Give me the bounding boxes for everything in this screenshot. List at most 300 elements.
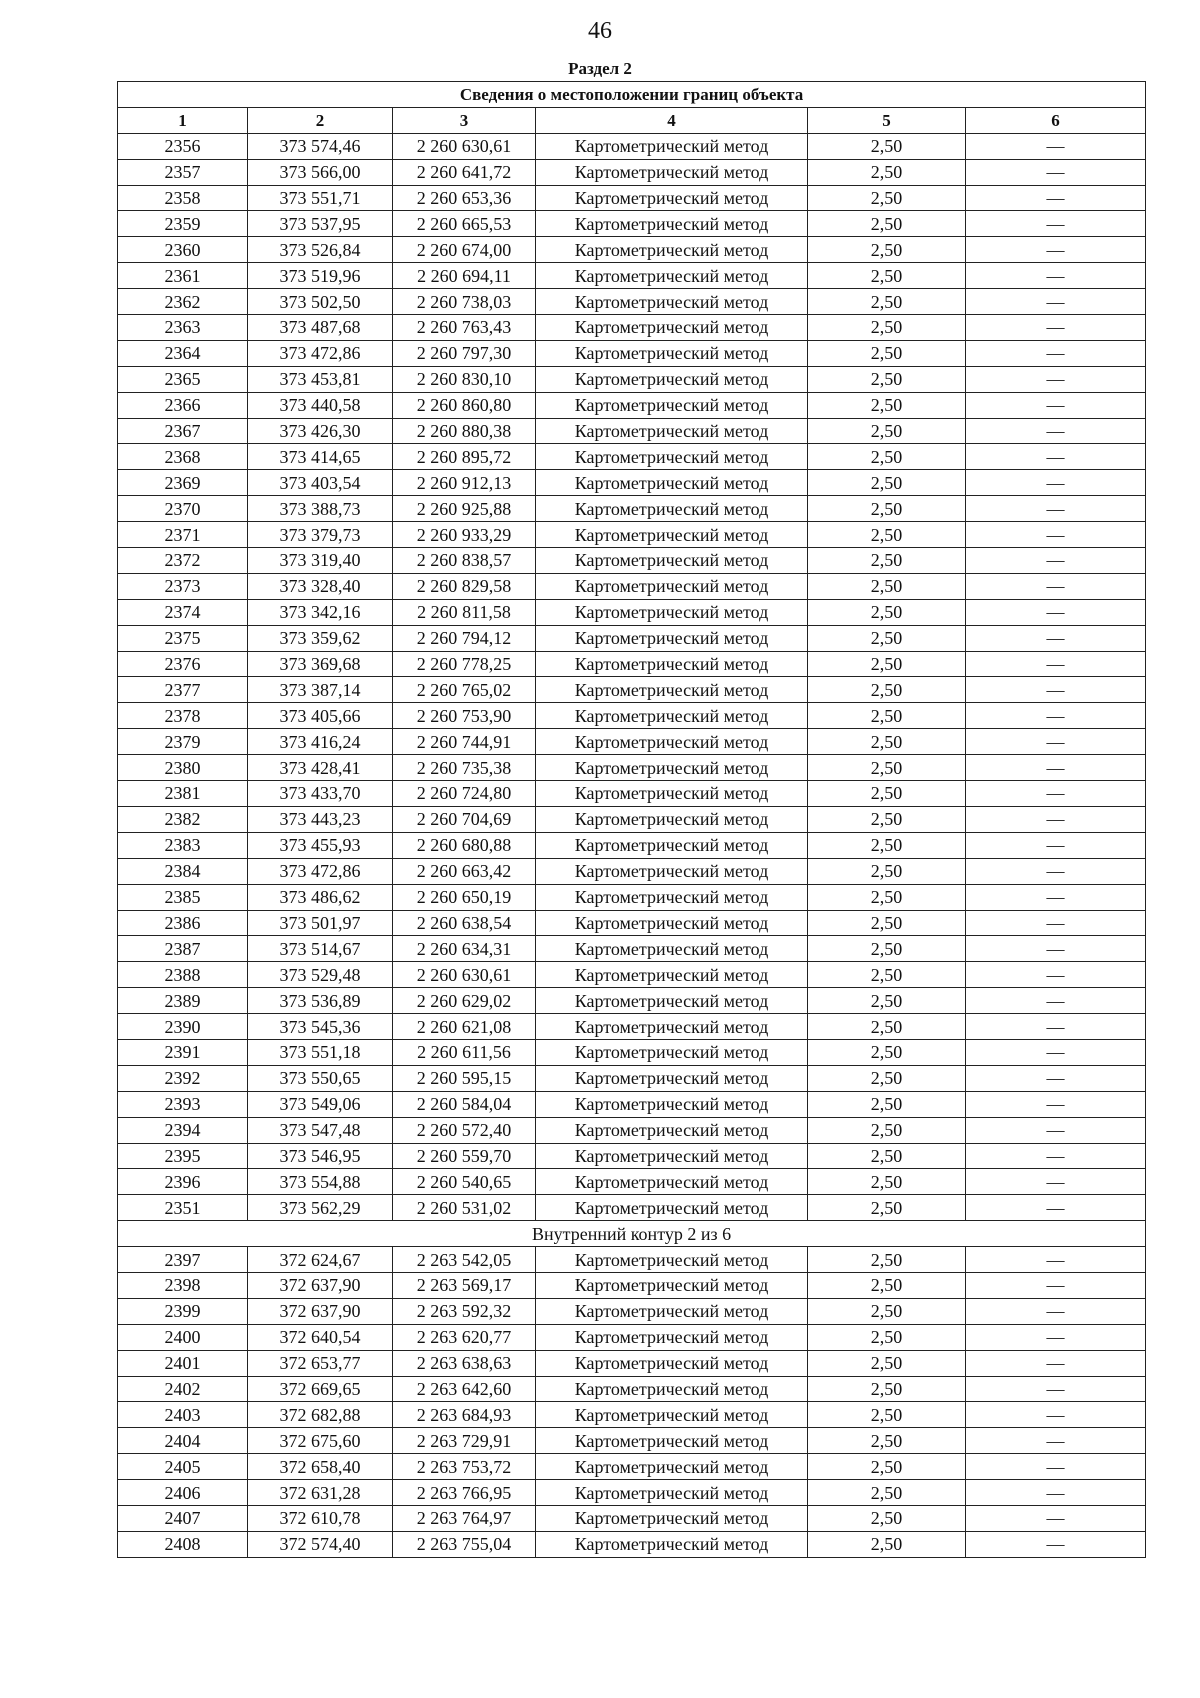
x-coordinate-cell: 372 637,90 (248, 1272, 393, 1298)
point-number-cell: 2386 (118, 910, 248, 936)
y-coordinate-cell: 2 260 629,02 (393, 988, 536, 1014)
y-coordinate-cell: 2 260 704,69 (393, 806, 536, 832)
description-cell: — (966, 1428, 1146, 1454)
method-cell: Картометрический метод (536, 263, 808, 289)
table-row (118, 1091, 1146, 1117)
accuracy-cell: 2,50 (808, 1376, 966, 1402)
y-coordinate-cell: 2 263 729,91 (393, 1428, 536, 1454)
accuracy-cell: 2,50 (808, 366, 966, 392)
description-cell: — (966, 1298, 1146, 1324)
x-coordinate-cell: 373 537,95 (248, 211, 393, 237)
accuracy-cell: 2,50 (808, 496, 966, 522)
table-row (118, 1531, 1146, 1557)
description-cell: — (966, 1350, 1146, 1376)
point-number-cell: 2396 (118, 1169, 248, 1195)
point-number-cell: 2389 (118, 988, 248, 1014)
method-cell: Картометрический метод (536, 496, 808, 522)
x-coordinate-cell: 373 405,66 (248, 703, 393, 729)
description-cell: — (966, 806, 1146, 832)
y-coordinate-cell: 2 260 559,70 (393, 1143, 536, 1169)
table-row (118, 755, 1146, 781)
table-row (118, 1065, 1146, 1091)
point-number-cell: 2380 (118, 755, 248, 781)
x-coordinate-cell: 373 529,48 (248, 962, 393, 988)
point-number-cell: 2384 (118, 858, 248, 884)
description-cell: — (966, 340, 1146, 366)
method-cell: Картометрический метод (536, 806, 808, 832)
table-caption-row (118, 82, 1146, 108)
accuracy-cell: 2,50 (808, 548, 966, 574)
point-number-cell: 2407 (118, 1505, 248, 1531)
method-cell: Картометрический метод (536, 962, 808, 988)
accuracy-cell: 2,50 (808, 159, 966, 185)
accuracy-cell: 2,50 (808, 237, 966, 263)
x-coordinate-cell: 372 637,90 (248, 1298, 393, 1324)
description-cell: — (966, 1065, 1146, 1091)
table-row (118, 1247, 1146, 1273)
accuracy-cell: 2,50 (808, 1505, 966, 1531)
description-cell: — (966, 237, 1146, 263)
x-coordinate-cell: 373 433,70 (248, 781, 393, 807)
y-coordinate-cell: 2 260 584,04 (393, 1091, 536, 1117)
table-row (118, 548, 1146, 574)
method-cell: Картометрический метод (536, 1402, 808, 1428)
x-coordinate-cell: 373 472,86 (248, 340, 393, 366)
table-row (118, 1117, 1146, 1143)
table-row (118, 1272, 1146, 1298)
table-row (118, 651, 1146, 677)
method-cell: Картометрический метод (536, 159, 808, 185)
point-number-cell: 2375 (118, 625, 248, 651)
accuracy-cell: 2,50 (808, 573, 966, 599)
table-row (118, 936, 1146, 962)
description-cell: — (966, 1195, 1146, 1221)
description-cell: — (966, 392, 1146, 418)
method-cell: Картометрический метод (536, 392, 808, 418)
method-cell: Картометрический метод (536, 1091, 808, 1117)
description-cell: — (966, 1247, 1146, 1273)
description-cell: — (966, 1531, 1146, 1557)
y-coordinate-cell: 2 263 569,17 (393, 1272, 536, 1298)
description-cell: — (966, 910, 1146, 936)
table-row (118, 1169, 1146, 1195)
y-coordinate-cell: 2 260 763,43 (393, 315, 536, 341)
x-coordinate-cell: 373 551,71 (248, 185, 393, 211)
description-cell: — (966, 1402, 1146, 1428)
accuracy-cell: 2,50 (808, 806, 966, 832)
table-row (118, 315, 1146, 341)
x-coordinate-cell: 372 675,60 (248, 1428, 393, 1454)
method-cell: Картометрический метод (536, 418, 808, 444)
description-cell: — (966, 858, 1146, 884)
x-coordinate-cell: 373 526,84 (248, 237, 393, 263)
description-cell: — (966, 1143, 1146, 1169)
x-coordinate-cell: 373 502,50 (248, 289, 393, 315)
x-coordinate-cell: 372 658,40 (248, 1454, 393, 1480)
y-coordinate-cell: 2 263 684,93 (393, 1402, 536, 1428)
accuracy-cell: 2,50 (808, 832, 966, 858)
x-coordinate-cell: 373 440,58 (248, 392, 393, 418)
x-coordinate-cell: 373 545,36 (248, 1014, 393, 1040)
description-cell: — (966, 315, 1146, 341)
accuracy-cell: 2,50 (808, 1298, 966, 1324)
method-cell: Картометрический метод (536, 781, 808, 807)
point-number-cell: 2404 (118, 1428, 248, 1454)
point-number-cell: 2370 (118, 496, 248, 522)
accuracy-cell: 2,50 (808, 781, 966, 807)
table-row (118, 470, 1146, 496)
table-row (118, 1454, 1146, 1480)
accuracy-cell: 2,50 (808, 1014, 966, 1040)
method-cell: Картометрический метод (536, 1376, 808, 1402)
description-cell: — (966, 211, 1146, 237)
x-coordinate-cell: 373 551,18 (248, 1039, 393, 1065)
point-number-cell: 2360 (118, 237, 248, 263)
point-number-cell: 2358 (118, 185, 248, 211)
table-row (118, 781, 1146, 807)
table-row (118, 1376, 1146, 1402)
table-row (118, 1014, 1146, 1040)
description-cell: — (966, 1324, 1146, 1350)
x-coordinate-cell: 372 682,88 (248, 1402, 393, 1428)
point-number-cell: 2361 (118, 263, 248, 289)
description-cell: — (966, 133, 1146, 159)
point-number-cell: 2367 (118, 418, 248, 444)
y-coordinate-cell: 2 263 766,95 (393, 1480, 536, 1506)
accuracy-cell: 2,50 (808, 625, 966, 651)
x-coordinate-cell: 373 453,81 (248, 366, 393, 392)
x-coordinate-cell: 373 455,93 (248, 832, 393, 858)
description-cell: — (966, 1480, 1146, 1506)
point-number-cell: 2373 (118, 573, 248, 599)
description-cell: — (966, 1454, 1146, 1480)
table-row (118, 1350, 1146, 1376)
table-row (118, 392, 1146, 418)
method-cell: Картометрический метод (536, 599, 808, 625)
y-coordinate-cell: 2 260 638,54 (393, 910, 536, 936)
method-cell: Картометрический метод (536, 858, 808, 884)
section-title: Раздел 2 (568, 59, 632, 78)
table-row (118, 625, 1146, 651)
point-number-cell: 2397 (118, 1247, 248, 1273)
method-cell: Картометрический метод (536, 1298, 808, 1324)
accuracy-cell: 2,50 (808, 392, 966, 418)
method-cell: Картометрический метод (536, 185, 808, 211)
x-coordinate-cell: 373 403,54 (248, 470, 393, 496)
x-coordinate-cell: 373 426,30 (248, 418, 393, 444)
table-row (118, 1143, 1146, 1169)
accuracy-cell: 2,50 (808, 962, 966, 988)
table-row (118, 1402, 1146, 1428)
method-cell: Картометрический метод (536, 703, 808, 729)
accuracy-cell: 2,50 (808, 1428, 966, 1454)
point-number-cell: 2402 (118, 1376, 248, 1402)
accuracy-cell: 2,50 (808, 1454, 966, 1480)
accuracy-cell: 2,50 (808, 1402, 966, 1428)
y-coordinate-cell: 2 260 830,10 (393, 366, 536, 392)
table-row (118, 858, 1146, 884)
accuracy-cell: 2,50 (808, 1350, 966, 1376)
accuracy-cell: 2,50 (808, 1272, 966, 1298)
table-row (118, 366, 1146, 392)
x-coordinate-cell: 373 369,68 (248, 651, 393, 677)
table-row (118, 599, 1146, 625)
method-cell: Картометрический метод (536, 522, 808, 548)
table-row (118, 289, 1146, 315)
description-cell: — (966, 470, 1146, 496)
table-row (118, 806, 1146, 832)
accuracy-cell: 2,50 (808, 133, 966, 159)
description-cell: — (966, 548, 1146, 574)
table-row (118, 573, 1146, 599)
y-coordinate-cell: 2 260 880,38 (393, 418, 536, 444)
method-cell: Картометрический метод (536, 729, 808, 755)
description-cell: — (966, 289, 1146, 315)
method-cell: Картометрический метод (536, 1531, 808, 1557)
point-number-cell: 2379 (118, 729, 248, 755)
accuracy-cell: 2,50 (808, 1324, 966, 1350)
accuracy-cell: 2,50 (808, 444, 966, 470)
table-row (118, 522, 1146, 548)
x-coordinate-cell: 372 624,67 (248, 1247, 393, 1273)
method-cell: Картометрический метод (536, 1428, 808, 1454)
x-coordinate-cell: 373 388,73 (248, 496, 393, 522)
x-coordinate-cell: 373 519,96 (248, 263, 393, 289)
method-cell: Картометрический метод (536, 444, 808, 470)
table-row (118, 1039, 1146, 1065)
y-coordinate-cell: 2 260 694,11 (393, 263, 536, 289)
table-row (118, 211, 1146, 237)
x-coordinate-cell: 372 653,77 (248, 1350, 393, 1376)
method-cell: Картометрический метод (536, 651, 808, 677)
point-number-cell: 2395 (118, 1143, 248, 1169)
x-coordinate-cell: 373 416,24 (248, 729, 393, 755)
method-cell: Картометрический метод (536, 133, 808, 159)
description-cell: — (966, 1091, 1146, 1117)
point-number-cell: 2366 (118, 392, 248, 418)
point-number-cell: 2371 (118, 522, 248, 548)
point-number-cell: 2388 (118, 962, 248, 988)
y-coordinate-cell: 2 260 933,29 (393, 522, 536, 548)
y-coordinate-cell: 2 260 674,00 (393, 237, 536, 263)
point-number-cell: 2394 (118, 1117, 248, 1143)
y-coordinate-cell: 2 260 811,58 (393, 599, 536, 625)
x-coordinate-cell: 373 514,67 (248, 936, 393, 962)
x-coordinate-cell: 373 536,89 (248, 988, 393, 1014)
column-header: 6 (966, 107, 1146, 133)
column-header-row (118, 107, 1146, 133)
point-number-cell: 2391 (118, 1039, 248, 1065)
y-coordinate-cell: 2 260 630,61 (393, 962, 536, 988)
y-coordinate-cell: 2 260 540,65 (393, 1169, 536, 1195)
x-coordinate-cell: 373 414,65 (248, 444, 393, 470)
description-cell: — (966, 832, 1146, 858)
description-cell: — (966, 988, 1146, 1014)
column-header: 5 (808, 107, 966, 133)
table-row (118, 444, 1146, 470)
x-coordinate-cell: 373 562,29 (248, 1195, 393, 1221)
boundary-coordinates-table (117, 81, 1146, 1558)
y-coordinate-cell: 2 260 744,91 (393, 729, 536, 755)
y-coordinate-cell: 2 260 653,36 (393, 185, 536, 211)
point-number-cell: 2364 (118, 340, 248, 366)
accuracy-cell: 2,50 (808, 418, 966, 444)
description-cell: — (966, 1117, 1146, 1143)
method-cell: Картометрический метод (536, 884, 808, 910)
accuracy-cell: 2,50 (808, 884, 966, 910)
table-row (118, 496, 1146, 522)
y-coordinate-cell: 2 263 764,97 (393, 1505, 536, 1531)
table-row (118, 677, 1146, 703)
table-row (118, 1298, 1146, 1324)
y-coordinate-cell: 2 260 797,30 (393, 340, 536, 366)
method-cell: Картометрический метод (536, 625, 808, 651)
description-cell: — (966, 522, 1146, 548)
method-cell: Картометрический метод (536, 936, 808, 962)
table-row (118, 884, 1146, 910)
y-coordinate-cell: 2 260 724,80 (393, 781, 536, 807)
x-coordinate-cell: 373 547,48 (248, 1117, 393, 1143)
x-coordinate-cell: 373 428,41 (248, 755, 393, 781)
y-coordinate-cell: 2 260 925,88 (393, 496, 536, 522)
description-cell: — (966, 444, 1146, 470)
description-cell: — (966, 884, 1146, 910)
description-cell: — (966, 729, 1146, 755)
accuracy-cell: 2,50 (808, 599, 966, 625)
table-row (118, 1195, 1146, 1221)
y-coordinate-cell: 2 260 838,57 (393, 548, 536, 574)
method-cell: Картометрический метод (536, 1169, 808, 1195)
accuracy-cell: 2,50 (808, 729, 966, 755)
description-cell: — (966, 651, 1146, 677)
description-cell: — (966, 677, 1146, 703)
y-coordinate-cell: 2 260 912,13 (393, 470, 536, 496)
y-coordinate-cell: 2 260 611,56 (393, 1039, 536, 1065)
x-coordinate-cell: 373 566,00 (248, 159, 393, 185)
description-cell: — (966, 573, 1146, 599)
y-coordinate-cell: 2 260 895,72 (393, 444, 536, 470)
x-coordinate-cell: 373 387,14 (248, 677, 393, 703)
y-coordinate-cell: 2 260 621,08 (393, 1014, 536, 1040)
point-number-cell: 2377 (118, 677, 248, 703)
x-coordinate-cell: 373 554,88 (248, 1169, 393, 1195)
description-cell: — (966, 496, 1146, 522)
method-cell: Картометрический метод (536, 1480, 808, 1506)
point-number-cell: 2374 (118, 599, 248, 625)
x-coordinate-cell: 373 546,95 (248, 1143, 393, 1169)
point-number-cell: 2385 (118, 884, 248, 910)
point-number-cell: 2372 (118, 548, 248, 574)
table-row (118, 159, 1146, 185)
accuracy-cell: 2,50 (808, 1117, 966, 1143)
accuracy-cell: 2,50 (808, 1091, 966, 1117)
accuracy-cell: 2,50 (808, 755, 966, 781)
method-cell: Картометрический метод (536, 470, 808, 496)
point-number-cell: 2359 (118, 211, 248, 237)
table-row (118, 1324, 1146, 1350)
point-number-cell: 2362 (118, 289, 248, 315)
y-coordinate-cell: 2 263 592,32 (393, 1298, 536, 1324)
x-coordinate-cell: 373 574,46 (248, 133, 393, 159)
table-row (118, 133, 1146, 159)
accuracy-cell: 2,50 (808, 703, 966, 729)
accuracy-cell: 2,50 (808, 1039, 966, 1065)
point-number-cell: 2399 (118, 1298, 248, 1324)
description-cell: — (966, 625, 1146, 651)
point-number-cell: 2406 (118, 1480, 248, 1506)
accuracy-cell: 2,50 (808, 315, 966, 341)
x-coordinate-cell: 373 328,40 (248, 573, 393, 599)
method-cell: Картометрический метод (536, 1454, 808, 1480)
column-header: 3 (393, 107, 536, 133)
table-row (118, 1480, 1146, 1506)
x-coordinate-cell: 373 443,23 (248, 806, 393, 832)
y-coordinate-cell: 2 263 755,04 (393, 1531, 536, 1557)
table-row (118, 185, 1146, 211)
point-number-cell: 2365 (118, 366, 248, 392)
method-cell: Картометрический метод (536, 1505, 808, 1531)
x-coordinate-cell: 373 550,65 (248, 1065, 393, 1091)
description-cell: — (966, 1039, 1146, 1065)
point-number-cell: 2398 (118, 1272, 248, 1298)
accuracy-cell: 2,50 (808, 470, 966, 496)
accuracy-cell: 2,50 (808, 677, 966, 703)
table-row (118, 340, 1146, 366)
table-title: Сведения о местоположении границ объекта (118, 82, 1146, 108)
y-coordinate-cell: 2 263 638,63 (393, 1350, 536, 1376)
table-body (118, 133, 1146, 1557)
x-coordinate-cell: 373 501,97 (248, 910, 393, 936)
x-coordinate-cell: 372 669,65 (248, 1376, 393, 1402)
x-coordinate-cell: 372 631,28 (248, 1480, 393, 1506)
accuracy-cell: 2,50 (808, 1065, 966, 1091)
y-coordinate-cell: 2 260 765,02 (393, 677, 536, 703)
y-coordinate-cell: 2 260 735,38 (393, 755, 536, 781)
method-cell: Картометрический метод (536, 910, 808, 936)
accuracy-cell: 2,50 (808, 936, 966, 962)
y-coordinate-cell: 2 260 572,40 (393, 1117, 536, 1143)
accuracy-cell: 2,50 (808, 340, 966, 366)
accuracy-cell: 2,50 (808, 1195, 966, 1221)
point-number-cell: 2378 (118, 703, 248, 729)
point-number-cell: 2357 (118, 159, 248, 185)
description-cell: — (966, 755, 1146, 781)
point-number-cell: 2392 (118, 1065, 248, 1091)
table-row (118, 237, 1146, 263)
y-coordinate-cell: 2 260 794,12 (393, 625, 536, 651)
method-cell: Картометрический метод (536, 1143, 808, 1169)
table-row (118, 703, 1146, 729)
table-row (118, 1505, 1146, 1531)
accuracy-cell: 2,50 (808, 858, 966, 884)
column-header: 1 (118, 107, 248, 133)
method-cell: Картометрический метод (536, 548, 808, 574)
method-cell: Картометрический метод (536, 366, 808, 392)
x-coordinate-cell: 372 610,78 (248, 1505, 393, 1531)
description-cell: — (966, 936, 1146, 962)
point-number-cell: 2393 (118, 1091, 248, 1117)
accuracy-cell: 2,50 (808, 263, 966, 289)
method-cell: Картометрический метод (536, 1039, 808, 1065)
description-cell: — (966, 962, 1146, 988)
description-cell: — (966, 781, 1146, 807)
description-cell: — (966, 185, 1146, 211)
x-coordinate-cell: 373 319,40 (248, 548, 393, 574)
method-cell: Картометрический метод (536, 677, 808, 703)
point-number-cell: 2351 (118, 1195, 248, 1221)
table-row (118, 962, 1146, 988)
description-cell: — (966, 159, 1146, 185)
